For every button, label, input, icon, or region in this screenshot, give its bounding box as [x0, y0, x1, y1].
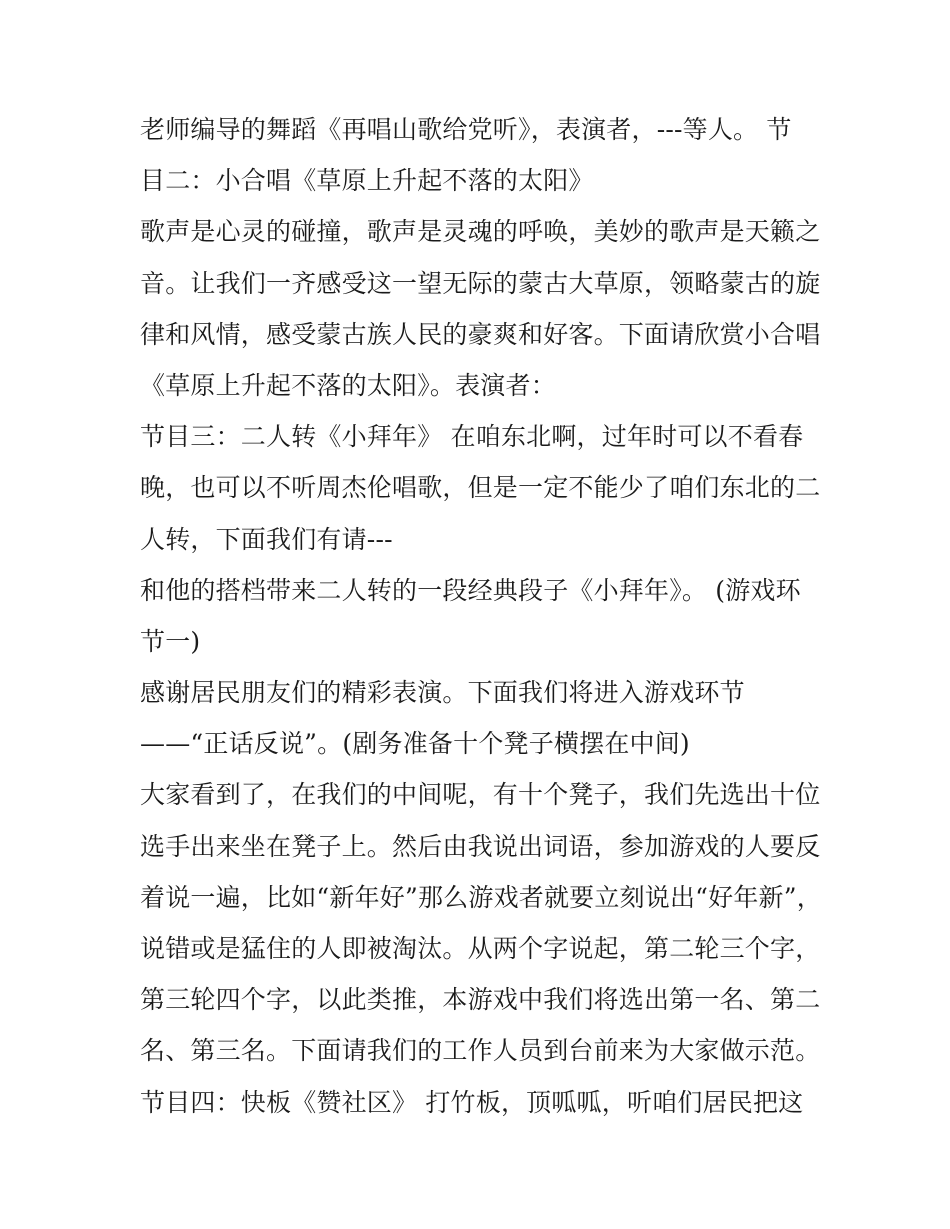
text-line: 节目三：二人转《小拜年》 在咱东北啊，过年时可以不看春: [140, 422, 804, 452]
text-line: 人转，下面我们有请---: [140, 524, 393, 554]
text-line: 音。让我们一齐感受这一望无际的蒙古大草原，领略蒙古的旋: [140, 268, 821, 298]
text-line: 着说一遍，比如“新年好”那么游戏者就要立刻说出“好年新”，: [140, 882, 822, 912]
text-line: 名、第三名。下面请我们的工作人员到台前来为大家做示范。: [140, 1036, 821, 1066]
text-line: 《草原上升起不落的太阳》。表演者：: [140, 370, 556, 400]
text-line: 说错或是猛住的人即被淘汰。从两个字说起，第二轮三个字，: [140, 934, 821, 963]
text-line: 节目四：快板《赞社区》 打竹板，顶呱呱，听咱们居民把这: [140, 1087, 804, 1117]
text-line: 大家看到了，在我们的中间呢，有十个凳子，我们先选出十位: [140, 780, 821, 810]
text-line: 第三轮四个字，以此类推，本游戏中我们将选出第一名、第二: [140, 985, 821, 1015]
text-line: 晚，也可以不听周杰伦唱歌，但是一定不能少了咱们东北的二: [140, 473, 821, 503]
text-line: 选手出来坐在凳子上。然后由我说出词语，参加游戏的人要反: [140, 831, 821, 861]
text-line: 和他的搭档带来二人转的一段经典段子《小拜年》。 (游戏环: [140, 575, 801, 605]
text-line: 目二：小合唱《草原上升起不落的太阳》: [140, 166, 594, 196]
text-line: ——“正话反说”。(剧务准备十个凳子横摆在中间): [140, 729, 690, 759]
body-text: [140, 104, 820, 1128]
text-line: 感谢居民朋友们的精彩表演。下面我们将进入游戏环节: [140, 678, 745, 708]
text-line: 律和风情，感受蒙古族人民的豪爽和好客。下面请欣赏小合唱: [140, 319, 821, 349]
text-line: 节一): [140, 626, 201, 656]
text-line: 歌声是心灵的碰撞，歌声是灵魂的呼唤，美妙的歌声是天籁之: [140, 217, 821, 247]
text-line: 老师编导的舞蹈《再唱山歌给党听》，表演者，---等人。 节: [140, 115, 792, 144]
